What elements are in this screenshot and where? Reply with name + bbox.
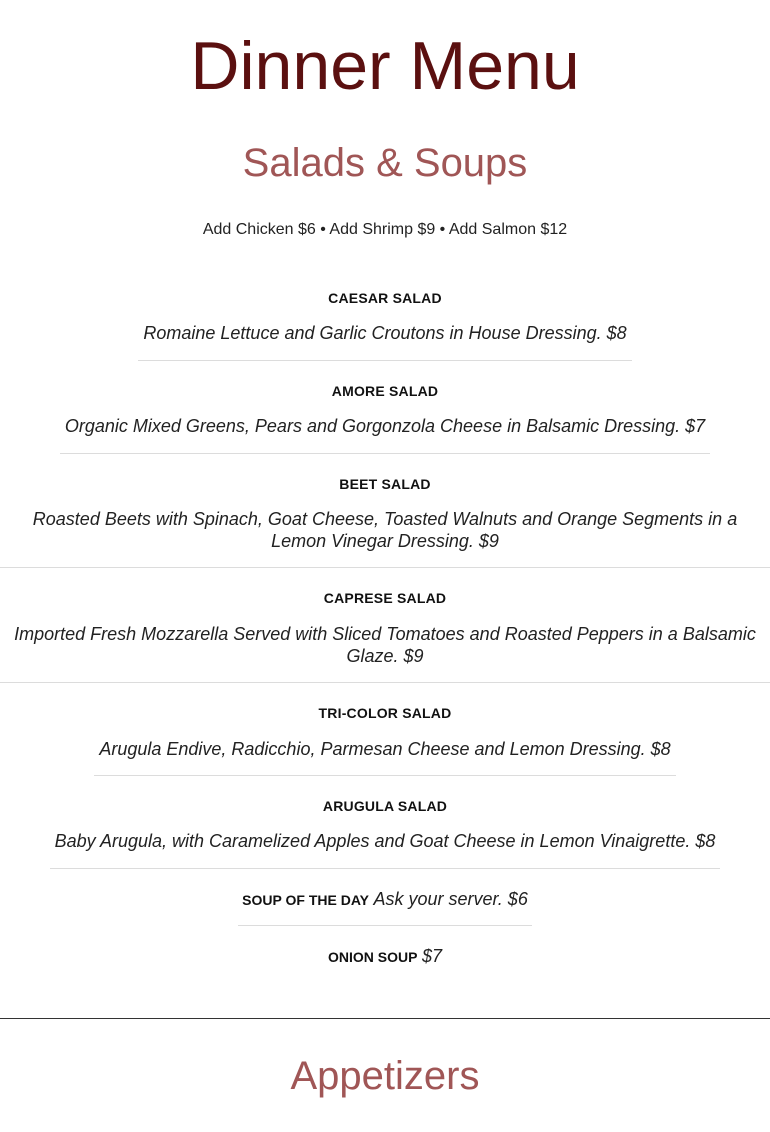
divider	[94, 775, 676, 776]
menu-item-description: Imported Fresh Mozzarella Served with Sliced Tomatoes and Roasted Peppers in a Balsamic Glaze. $9	[14, 624, 756, 666]
menu-item-name: CAESAR SALAD	[328, 290, 442, 306]
menu-item-description: Arugula Endive, Radicchio, Parmesan Cheese and Lemon Dressing. $8	[99, 739, 671, 759]
menu-item-description: $7	[421, 946, 442, 966]
menu-item-description: Roasted Beets with Spinach, Goat Cheese, Toasted Walnuts and Orange Segments in a Lemon Vinegar Dressing. $9	[32, 509, 738, 551]
divider	[138, 360, 632, 361]
menu-item-name: SOUP OF THE DAY	[242, 892, 369, 908]
menu-item-name: AMORE SALAD	[331, 383, 439, 399]
menu-item-name: ARUGULA SALAD	[322, 798, 448, 814]
section-title-salads-soups: Salads & Soups	[242, 141, 528, 185]
menu-item-name: TRI-COLOR SALAD	[318, 705, 452, 721]
divider	[238, 925, 532, 926]
menu-item-description: Baby Arugula, with Caramelized Apples and Goat Cheese in Lemon Vinaigrette. $8	[54, 831, 716, 851]
page-title: Dinner Menu	[190, 28, 580, 104]
menu-item-description: Organic Mixed Greens, Pears and Gorgonzola Cheese in Balsamic Dressing. $7	[64, 416, 706, 436]
menu-item-name: BEET SALAD	[339, 476, 431, 492]
menu-item-description: Romaine Lettuce and Garlic Croutons in House Dressing. $8	[143, 323, 627, 343]
divider	[60, 453, 710, 454]
menu-item-soup-of-the-day	[0, 887, 770, 913]
menu-item-name: ONION SOUP	[328, 949, 418, 965]
divider	[50, 868, 720, 869]
section-title-appetizers: Appetizers	[290, 1054, 480, 1098]
divider	[0, 567, 770, 568]
menu-item-onion-soup	[0, 944, 770, 970]
addons-note: Add Chicken $6 • Add Shrimp $9 • Add Salmon $12	[202, 221, 568, 238]
divider	[0, 682, 770, 683]
menu-item-name: CAPRESE SALAD	[323, 590, 447, 606]
section-divider	[0, 1018, 770, 1019]
menu-item-description: Ask your server. $6	[373, 889, 528, 909]
